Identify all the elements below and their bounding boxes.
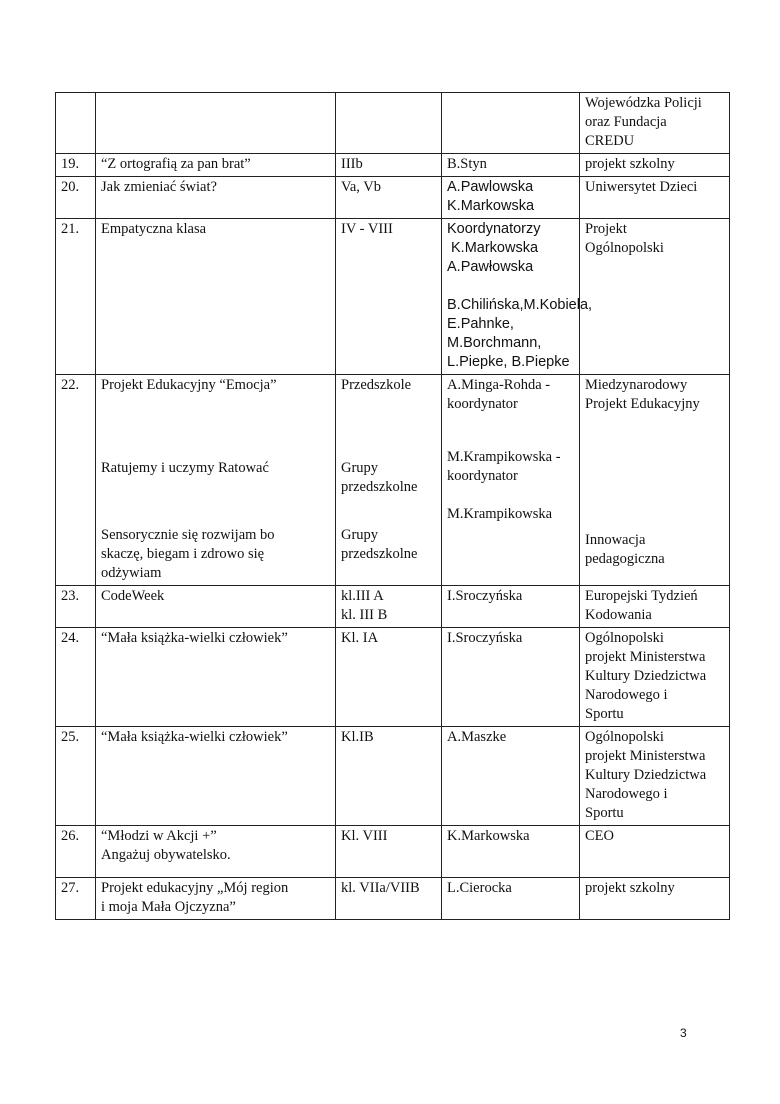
cell-no: 26.: [56, 826, 96, 878]
spacer: [447, 277, 574, 296]
person-line: L.Piepke, B.Piepke: [447, 354, 570, 370]
org-line: Sportu: [585, 805, 624, 821]
name-line: “Młodzi w Akcji +”: [101, 828, 217, 844]
person-line: B.Chilińska,M.Kobiela,: [447, 297, 593, 313]
org-line: Sportu: [585, 706, 624, 722]
cell-org: projekt szkolny: [580, 154, 730, 177]
name-line: Sensorycznie się rozwijam bo: [101, 527, 275, 543]
person-line: A.Pawlowska: [447, 179, 534, 195]
spacer: [447, 486, 574, 505]
person-line: E.Pahnke,: [447, 316, 514, 332]
person-line: Koordynatorzy: [447, 221, 541, 237]
cell-no: 23.: [56, 586, 96, 628]
table-row: [56, 177, 730, 219]
cell-person: A.Maszke: [442, 727, 580, 826]
cell-person: [442, 93, 580, 154]
class-line: Przedszkole: [341, 377, 412, 393]
cell-name: “Z ortografią za pan brat”: [96, 154, 336, 177]
cell-org: [580, 93, 730, 154]
cell-class: kl. VIIa/VIIB: [336, 878, 442, 920]
cell-name: Jak zmieniać świat?: [96, 177, 336, 219]
cell-class: IIIb: [336, 154, 442, 177]
class-line: Grupy: [341, 460, 379, 476]
table-row: [56, 628, 730, 727]
spacer: [101, 478, 330, 526]
cell-person: B.Styn: [442, 154, 580, 177]
name-line: odżywiam: [101, 565, 162, 581]
cell-name: [96, 826, 336, 878]
org-line: Projekt Edukacyjny: [585, 396, 700, 412]
table-row: [56, 93, 730, 154]
org-line: Ogólnopolski: [585, 630, 664, 646]
cell-no: 20.: [56, 177, 96, 219]
class-line: przedszkolne: [341, 479, 418, 495]
table-row: [56, 219, 730, 375]
page-number: 3: [680, 1026, 687, 1040]
cell-person: I.Sroczyńska: [442, 628, 580, 727]
cell-org: projekt szkolny: [580, 878, 730, 920]
class-line: kl.III A: [341, 588, 384, 604]
org-line: Miedzynarodowy: [585, 377, 688, 393]
spacer: [585, 414, 724, 531]
person-line: A.Minga-Rohda -: [447, 377, 551, 393]
cell-no: 25.: [56, 727, 96, 826]
cell-org: CEO: [580, 826, 730, 878]
cell-org: [580, 727, 730, 826]
org-line: Narodowego i: [585, 786, 668, 802]
name-line: skaczę, biegam i zdrowo się: [101, 546, 265, 562]
cell-person: K.Markowska: [442, 826, 580, 878]
cell-class: IV - VIII: [336, 219, 442, 375]
table-row: [56, 375, 730, 586]
person-line: koordynator: [447, 396, 518, 412]
cell-class: Kl.IB: [336, 727, 442, 826]
spacer: [101, 395, 330, 459]
cell-name: CodeWeek: [96, 586, 336, 628]
cell-class: Kl. IA: [336, 628, 442, 727]
cell-name: [96, 93, 336, 154]
org-line: oraz Fundacja: [585, 114, 667, 130]
cell-class: [336, 375, 442, 586]
class-line: Grupy: [341, 527, 379, 543]
projects-table: [55, 92, 730, 920]
org-line: CREDU: [585, 133, 635, 149]
cell-no: 24.: [56, 628, 96, 727]
person-line: M.Krampikowska: [447, 506, 553, 522]
org-line: Innowacja: [585, 532, 646, 548]
org-line: Kultury Dziedzictwa: [585, 767, 707, 783]
cell-no: 19.: [56, 154, 96, 177]
table-row: [56, 826, 730, 878]
table-row: [56, 878, 730, 920]
name-line: Projekt edukacyjny „Mój region: [101, 880, 289, 896]
cell-org: [580, 375, 730, 586]
org-line: Kultury Dziedzictwa: [585, 668, 707, 684]
table-row: [56, 586, 730, 628]
cell-person: [442, 219, 593, 375]
org-line: Ogólnopolski: [585, 729, 664, 745]
class-line: kl. III B: [341, 607, 388, 623]
cell-org: [580, 586, 730, 628]
table-row: [56, 154, 730, 177]
cell-name: [96, 375, 336, 586]
org-line: Projekt: [585, 221, 627, 237]
person-line: M.Krampikowska -: [447, 449, 561, 465]
cell-class: [336, 93, 442, 154]
cell-no: [56, 93, 96, 154]
cell-class: [336, 586, 442, 628]
name-line: Projekt Edukacyjny “Emocja”: [101, 377, 277, 393]
org-line: Europejski Tydzień: [585, 588, 698, 604]
cell-person: L.Cierocka: [442, 878, 580, 920]
org-line: Kodowania: [585, 607, 652, 623]
class-line: przedszkolne: [341, 546, 418, 562]
person-line: koordynator: [447, 468, 518, 484]
cell-person: [442, 375, 580, 586]
cell-name: “Mała książka-wielki człowiek”: [96, 628, 336, 727]
person-line: K.Markowska: [451, 240, 539, 256]
org-line: projekt Ministerstwa: [585, 649, 706, 665]
table-row: [56, 727, 730, 826]
cell-class: Va, Vb: [336, 177, 442, 219]
cell-class: Kl. VIII: [336, 826, 442, 878]
org-line: Narodowego i: [585, 687, 668, 703]
cell-org: [580, 219, 730, 375]
org-line: Ogólnopolski: [585, 240, 664, 256]
name-line: i moja Mała Ojczyzna”: [101, 899, 236, 915]
person-line: M.Borchmann,: [447, 335, 542, 351]
spacer: [341, 395, 436, 459]
cell-no: 22.: [56, 375, 96, 586]
name-line: Ratujemy i uczymy Ratować: [101, 460, 269, 476]
name-line: Angażuj obywatelsko.: [101, 847, 231, 863]
spacer: [341, 497, 436, 526]
cell-no: 27.: [56, 878, 96, 920]
person-line: A.Pawłowska: [447, 259, 534, 275]
cell-no: 21.: [56, 219, 96, 375]
cell-name: [96, 878, 336, 920]
org-line: projekt Ministerstwa: [585, 748, 706, 764]
spacer: [447, 414, 574, 448]
org-line: Wojewódzka Policji: [585, 95, 702, 111]
org-line: pedagogiczna: [585, 551, 665, 567]
cell-org: Uniwersytet Dzieci: [580, 177, 730, 219]
cell-name: Empatyczna klasa: [96, 219, 336, 375]
cell-person: [442, 177, 580, 219]
cell-org: [580, 628, 730, 727]
cell-name: “Mała książka-wielki człowiek”: [96, 727, 336, 826]
person-line: K.Markowska: [447, 198, 535, 214]
cell-person: I.Sroczyńska: [442, 586, 580, 628]
